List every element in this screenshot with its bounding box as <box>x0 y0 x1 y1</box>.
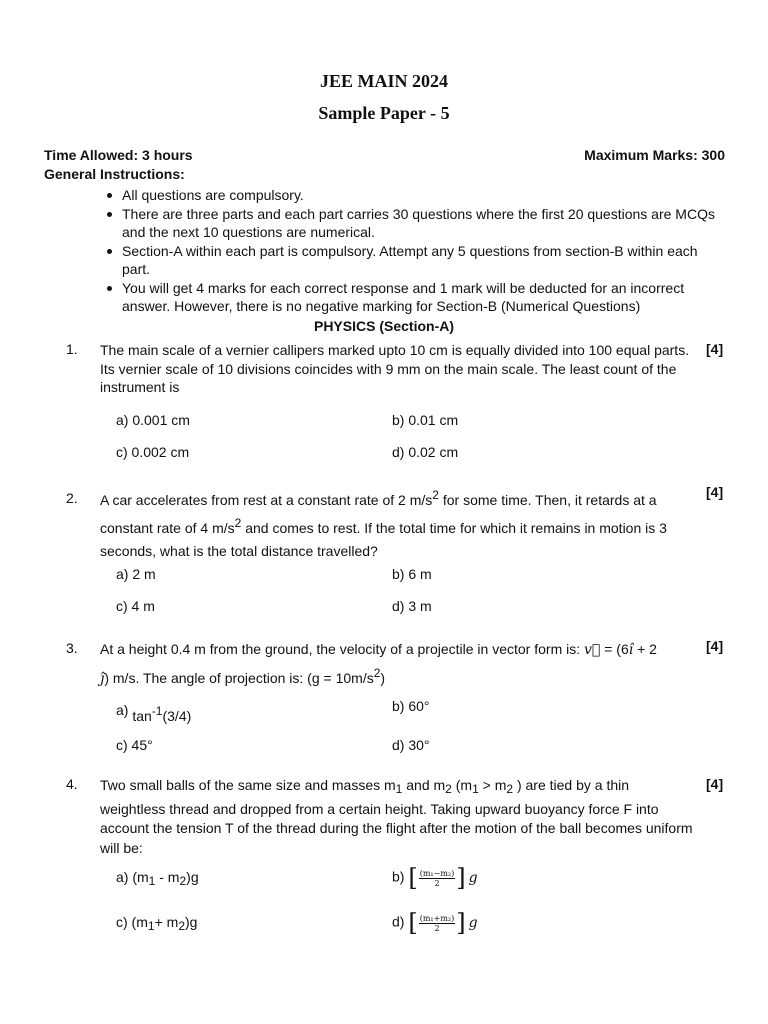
question-number: 4. <box>66 776 78 792</box>
section-heading: PHYSICS (Section-A) <box>313 318 454 334</box>
instruction-item: All questions are compulsory. <box>105 186 725 205</box>
option-d[interactable]: d) 0.02 cm <box>392 444 459 460</box>
option-b[interactable]: b) [ $\frac{\text{(m₁−m₂)}}{2}$ ] g <box>392 864 478 892</box>
paper-subtitle: Sample Paper - 5 <box>318 103 450 123</box>
option-c[interactable]: c) $(m_1+ m_2)g$ <box>116 914 198 933</box>
question-marks: [4] <box>706 638 724 654</box>
time-allowed: Time Allowed: 3 hours <box>44 147 193 163</box>
option-b[interactable]: b) 6 m <box>392 566 432 582</box>
question-text: At a height 0.4 m from the ground, the velocity of a projectile in vector form is: v⃗ = (6î + 2 ĵ) m/s. The angle of projection is: $(g = 10m/s^2)$ <box>100 641 657 687</box>
general-instructions-heading: General Instructions: <box>44 166 185 182</box>
option-d[interactable]: d) 30° <box>392 737 430 753</box>
maximum-marks: Maximum Marks: 300 <box>584 147 725 163</box>
fraction-expression: [ $\frac{\text{(m₁−m₂)}}{2}$ ] g <box>408 864 478 892</box>
fraction-expression: [ $\frac{\text{(m₁+m₂)}}{2}$ ] g <box>408 909 478 937</box>
question-number: 3. <box>66 640 78 656</box>
option-d[interactable]: d) [ $\frac{\text{(m₁+m₂)}}{2}$ ] g <box>392 909 478 937</box>
question-marks: [4] <box>706 341 724 357</box>
question-text: Two small balls of the same size and masses $m_1$ and $m_2$ ($m_1 > m_2$ ) are tied by a thin weightless thread and dropped from a certain height. Taking upward buoyancy force F into account the tension T of the thread during the flight after the motion of the ball becomes uniform will be: <box>100 777 693 856</box>
question-text: A car accelerates from rest at a constant rate of 2 $m/s^2$ for some time. Then, it retards at a constant rate of 4 $m/s^2$ and comes to rest. If the total time for which it remains in motion is 3 seconds, what is the total distance travelled? <box>100 488 667 559</box>
option-b[interactable]: b) 0.01 cm <box>392 412 459 428</box>
question-text: The main scale of a vernier callipers marked upto 10 cm is equally divided into 100 equal parts. Its vernier scale of 10 divisions coincides with 9 mm on the main scale. The least count of the instrument is <box>100 342 690 395</box>
instruction-item: There are three parts and each part carries 30 questions where the first 20 questions are MCQs and the next 10 questions are numerical. <box>105 205 725 242</box>
option-a[interactable]: a) $\tan^{-1}(3/4)$ <box>116 702 192 724</box>
option-c[interactable]: c) 4 m <box>116 598 155 614</box>
option-c[interactable]: c) 0.002 cm <box>116 444 190 460</box>
paper-title: JEE MAIN 2024 <box>319 71 448 91</box>
option-a[interactable]: a) $(m_1 - m_2)g$ <box>116 869 199 888</box>
option-b[interactable]: b) 60° <box>392 698 430 714</box>
question-number: 2. <box>66 490 78 506</box>
question-marks: [4] <box>706 776 724 792</box>
instructions-list <box>105 186 725 316</box>
question-marks: [4] <box>706 484 724 500</box>
instruction-item: You will get 4 marks for each correct response and 1 mark will be deducted for an incorrect answer. However, there is no negative marking for Section-B (Numerical Questions) <box>105 279 725 316</box>
option-a[interactable]: a) 2 m <box>116 566 156 582</box>
option-c[interactable]: c) 45° <box>116 737 153 753</box>
option-d[interactable]: d) 3 m <box>392 598 432 614</box>
question-number: 1. <box>66 341 78 357</box>
option-a[interactable]: a) 0.001 cm <box>116 412 190 428</box>
instruction-item: Section-A within each part is compulsory. Attempt any 5 questions from section-B within each part. <box>105 242 725 279</box>
